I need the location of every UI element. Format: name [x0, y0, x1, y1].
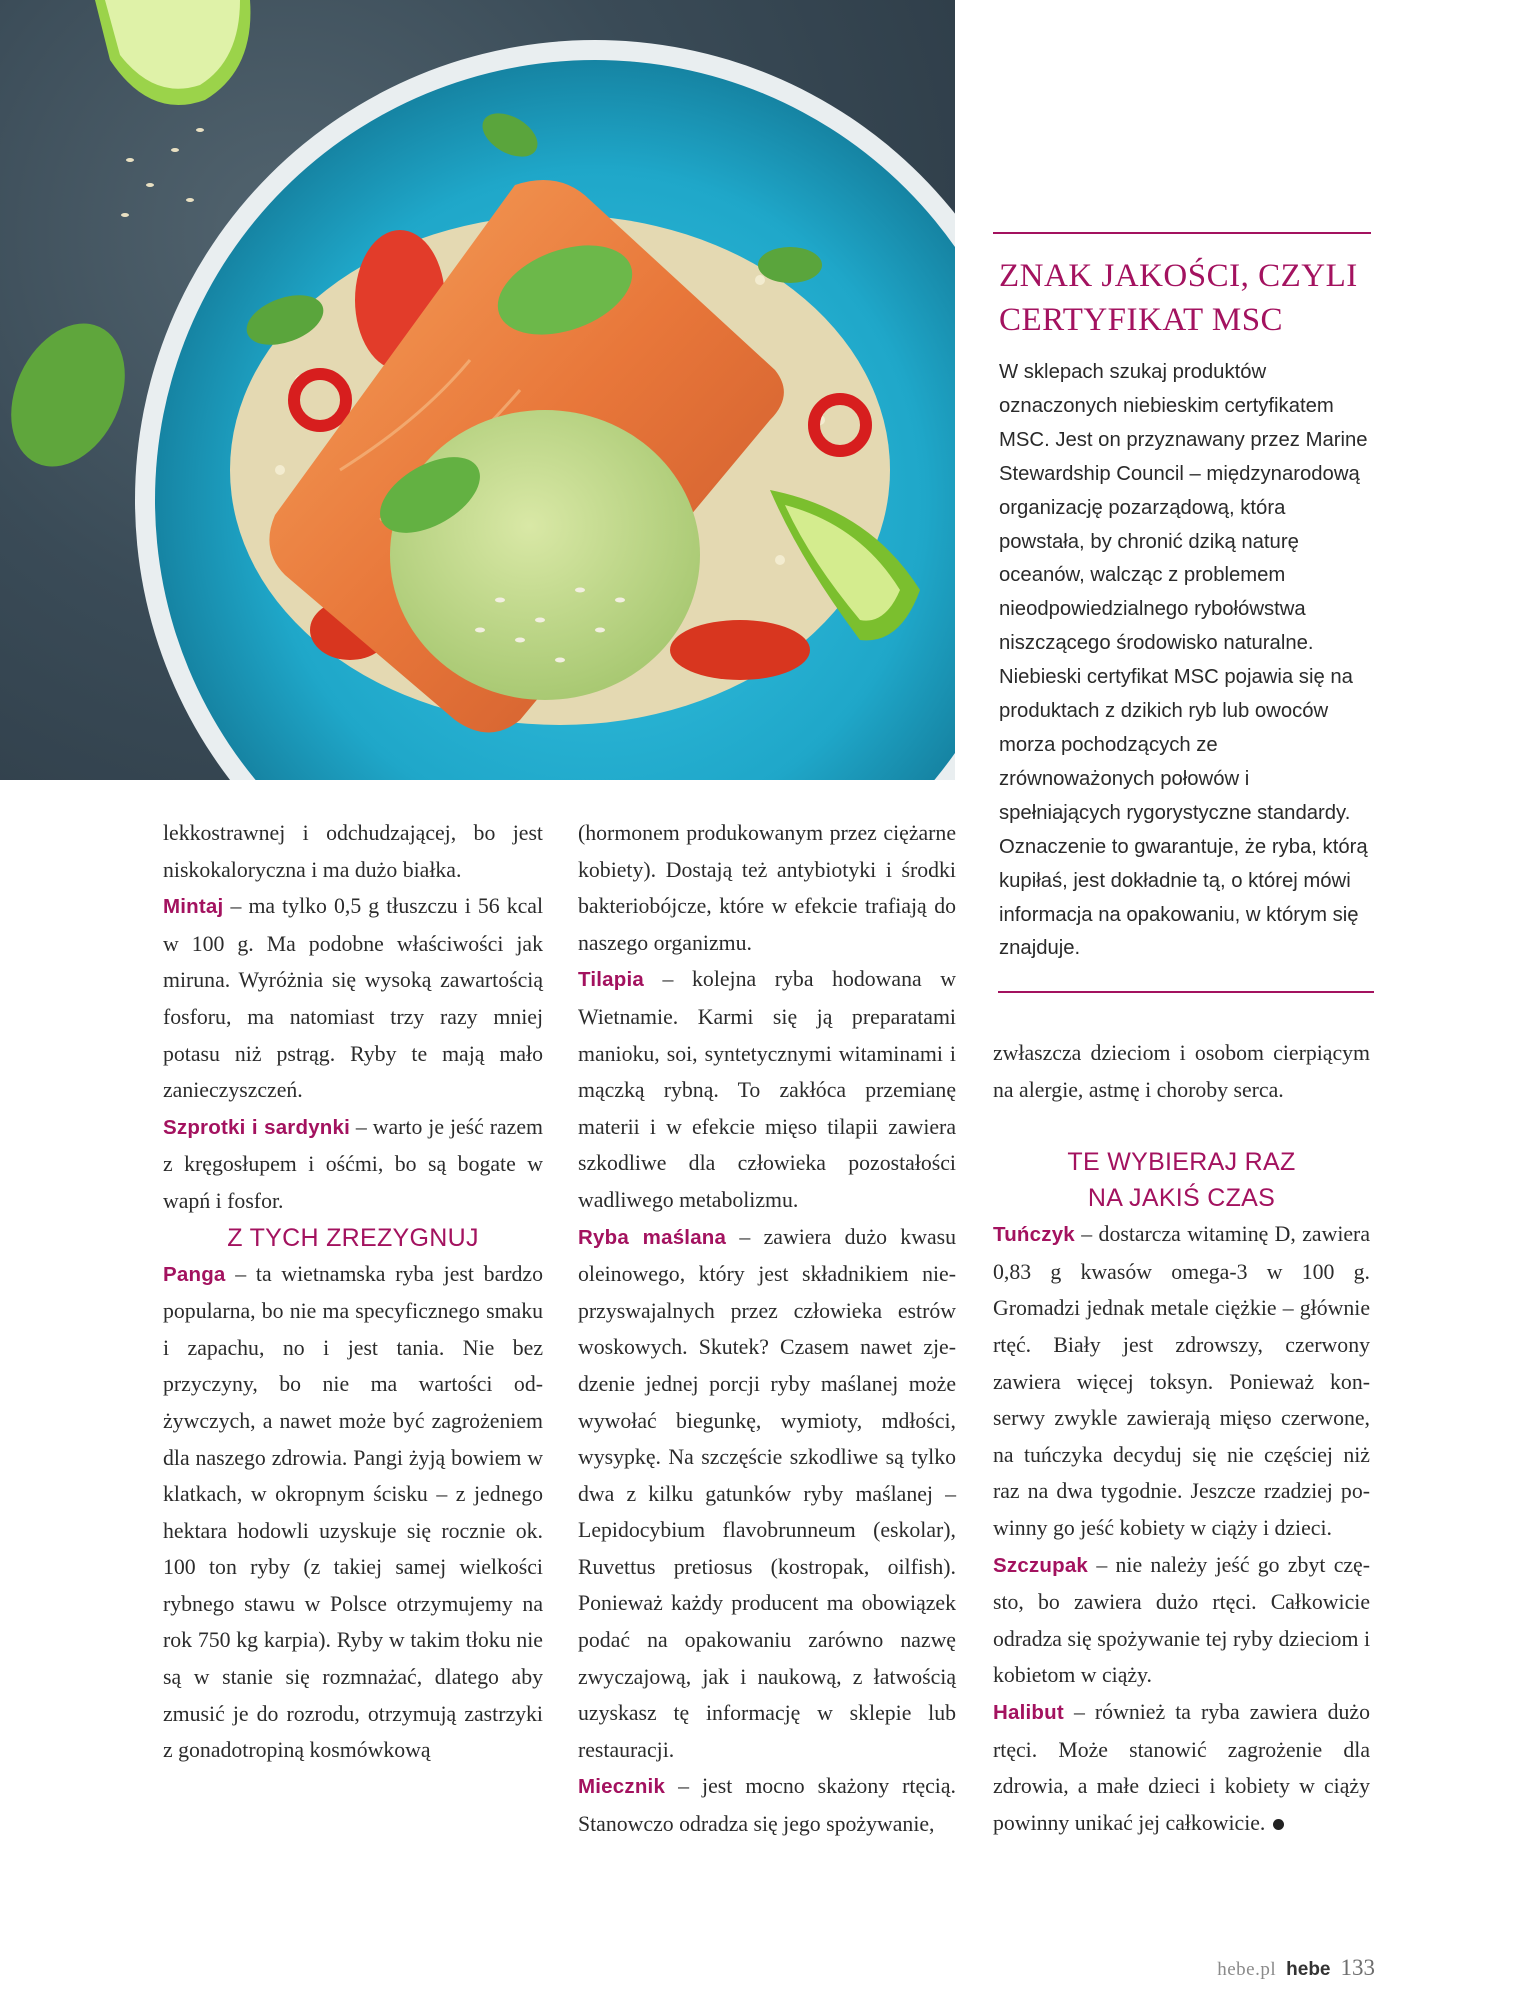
text-ryba-maslana: – zawiera dużo kwasu oleinowego, który jest składnikiem nieprzyswajalnych przez człowieka estrów woskowych. Skutek? Czasem nawet zjedzenie jednej porcji ryby maślanej może wywołać biegunkę, wymioty, mdłości, wysypkę. Na szczęście szkodliwe są tylko dwa z kilku gatunków ryby maślanej – Lepidocybium flavobrunneum (eskolar), Ruvettus pretiosus (kostropak, oilfish). Ponieważ każdy producent ma obowiązek podać na opakowaniu zarówno nazwę zwyczajową, jak i naukową, z łatwością uzyskasz tę informację w sklepie lub restauracji. [578, 1224, 957, 1762]
mint-leaf [758, 247, 822, 283]
paragraph-tilapia [578, 961, 956, 1218]
paragraph-continuation-3: zwłaszcza dzieciom i osobom cierpiącym na alergie, astmę i choroby serca. [993, 1041, 1370, 1102]
text-mintaj: – ma tylko 0,5 g tłuszczu i 56 kcal w 100 g. Ma podobne właściwości jak miruna. Wyróżnia się wysoką zawartością fosforu, ma natomiast trzy razy mniej potasu niż pstrąg. Ryby te mają mało zanieczyszczeń. [163, 894, 543, 1103]
text-halibut: – również ta ryba zawiera dużo rtęci. Może stanowić zagrożenie dla zdrowia, a małe dzieci i kobiety w ciąży powinny unikać jej całkowicie. [993, 1699, 1370, 1835]
paragraph-szczupak [993, 1547, 1370, 1694]
section-heading-zrezygnuj: Z TYCH ZREZYGNUJ [227, 1223, 479, 1252]
term-halibut: Halibut [993, 1700, 1064, 1724]
text-column-1 [163, 815, 543, 1769]
term-ryba-maslana: Ryba maślana [578, 1225, 727, 1249]
term-mintaj: Mintaj [163, 895, 224, 919]
paragraph-szprotki [163, 1109, 543, 1220]
term-panga: Panga [163, 1262, 226, 1286]
footer-site: hebe.pl [1217, 1959, 1277, 1980]
text-szprotki: – warto je jeść razem z kręgosłupem i ośćmi, bo są bogate w wapń i fosfor. [163, 1114, 543, 1213]
term-tilapia: Tilapia [578, 968, 644, 992]
section-heading-raz-na-jakis-czas [993, 1144, 1370, 1216]
paragraph-halibut [993, 1694, 1370, 1841]
sesame-seeds-table [121, 128, 204, 217]
paragraph-ryba-maslana [578, 1219, 956, 1769]
text-panga: – ta wietnamska ryba jest bardzo popularna, bo nie ma specyficznego smaku i zapachu, no i jest tania. Nie bez przyczyny, bo nie ma wartości odżywczych, a nawet może być zagrożeniem dla naszego zdrowia. Pangi żyją bowiem w klatkach, w okropnym ścisku – z jednego hektara hodowli uzyskuje się rocznie ok. 100 ton ryby (z takiej samej wielkości rybnego stawu w Polsce otrzymujemy na rok 750 kg karpia). Ryby w takim tłoku nie są w stanie się rozmnażać, dlatego aby zmusić je do rozrodu, otrzymują zastrzyki z gonadotropiną kosmówkową [163, 1261, 543, 1763]
text-szczupak: – nie należy jeść go zbyt często, bo zawiera dużo rtęci. Całkowicie odradza się spożywanie tej ryby dzieciom i kobietom w ciąży. [993, 1552, 1370, 1688]
msc-info-box [993, 232, 1371, 966]
msc-title-line-2: CERTYFIKAT MSC [999, 302, 1284, 338]
paragraph-continuation: (hormonem produkowanym przez ciężarne kobiety). Dostają też antybiotyki i środki bakteriobójcze, które w efekcie trafiają do naszego organizmu. [578, 821, 956, 955]
term-miecznik: Miecznik [578, 1775, 666, 1799]
paragraph-tunczyk [993, 1216, 1370, 1546]
photo-illustration [0, 0, 955, 780]
text-column-3 [993, 1035, 1370, 1841]
paragraph-panga [163, 1256, 543, 1769]
msc-box-bottom-rule [998, 991, 1374, 993]
footer-brand-logo: hebe [1286, 1959, 1331, 1980]
tomato [670, 620, 810, 680]
term-szczupak: Szczupak [993, 1553, 1089, 1577]
paragraph-miecznik [578, 1768, 956, 1842]
end-of-article-dot-icon [1273, 1819, 1284, 1830]
msc-title-line-1: ZNAK JAKOŚCI, CZYLI [999, 258, 1358, 294]
text-column-2 [578, 815, 956, 1843]
text-tilapia: – kolejna ryba hodowana w Wietnamie. Karmi się ją preparatami manioku, soi, syntetycznymi witaminami i mączką rybną. To zakłóca przemianę materii i w efekcie mięso tilapii zawiera szkodliwe dla człowieka pozostałości wadliwego metabolizmu. [578, 967, 956, 1212]
mint-leaf-left [0, 305, 147, 485]
lime-wedge-top [95, 0, 250, 105]
text-miecznik: – jest mocno skażony rtęcią. Stanowczo odradza się jego spożywanie, [578, 1774, 956, 1837]
term-tunczyk: Tuńczyk [993, 1223, 1075, 1247]
msc-box-title [999, 254, 1371, 342]
heading-line-2: NA JAKIŚ CZAS [1087, 1184, 1276, 1213]
term-szprotki: Szprotki i sardynki [163, 1115, 351, 1139]
page-number: 133 [1340, 1955, 1375, 1980]
heading-line-1: TE WYBIERAJ RAZ [1067, 1148, 1296, 1177]
paragraph-mintaj [163, 888, 543, 1109]
text-tunczyk: – dostarcza witaminę D, zawiera 0,83 g kwasów omega-3 w 100 g. Gromadzi jednak metale ciężkie – głównie rtęć. Biały jest zdrowszy, czerwony zawiera więcej toksyn. Ponieważ konserwy zwykle zawierają mięso czerwone, na tuńczyka decyduj się nie częściej niż raz na dwa tygodnie. Jeszcze rzadziej powinny go jeść kobiety w ciąży i dzieci. [993, 1222, 1370, 1540]
page-footer [1185, 1955, 1375, 1985]
avocado-cream [390, 410, 700, 700]
paragraph-intro: lekkostrawnej i odchudzającej, bo jest niskokaloryczna i ma dużo białka. [163, 821, 543, 882]
salmon-plate-photo [0, 0, 955, 780]
msc-box-text: W sklepach szukaj produktów oznaczonych niebieskim certyfikatem MSC. Jest on przyznawany przez Marine Stewardship Council – międzynarodową organizację pozarządową, która powstała, by chronić dziką naturę oceanów, walcząc z problemem nieodpowiedzialnego rybołówstwa niszczącego środowisko naturalne. Niebieski certyfikat MSC pojawia się na produktach z dzikich ryb lub owoców morza pochodzących ze zrównoważonych połowów i spełniających rygorystyczne standardy. Oznaczenie to gwarantuje, że ryba, którą kupiłaś, jest dokładnie tą, o której mówi informacja na opakowaniu, w którym się znajduje. [999, 361, 1368, 960]
